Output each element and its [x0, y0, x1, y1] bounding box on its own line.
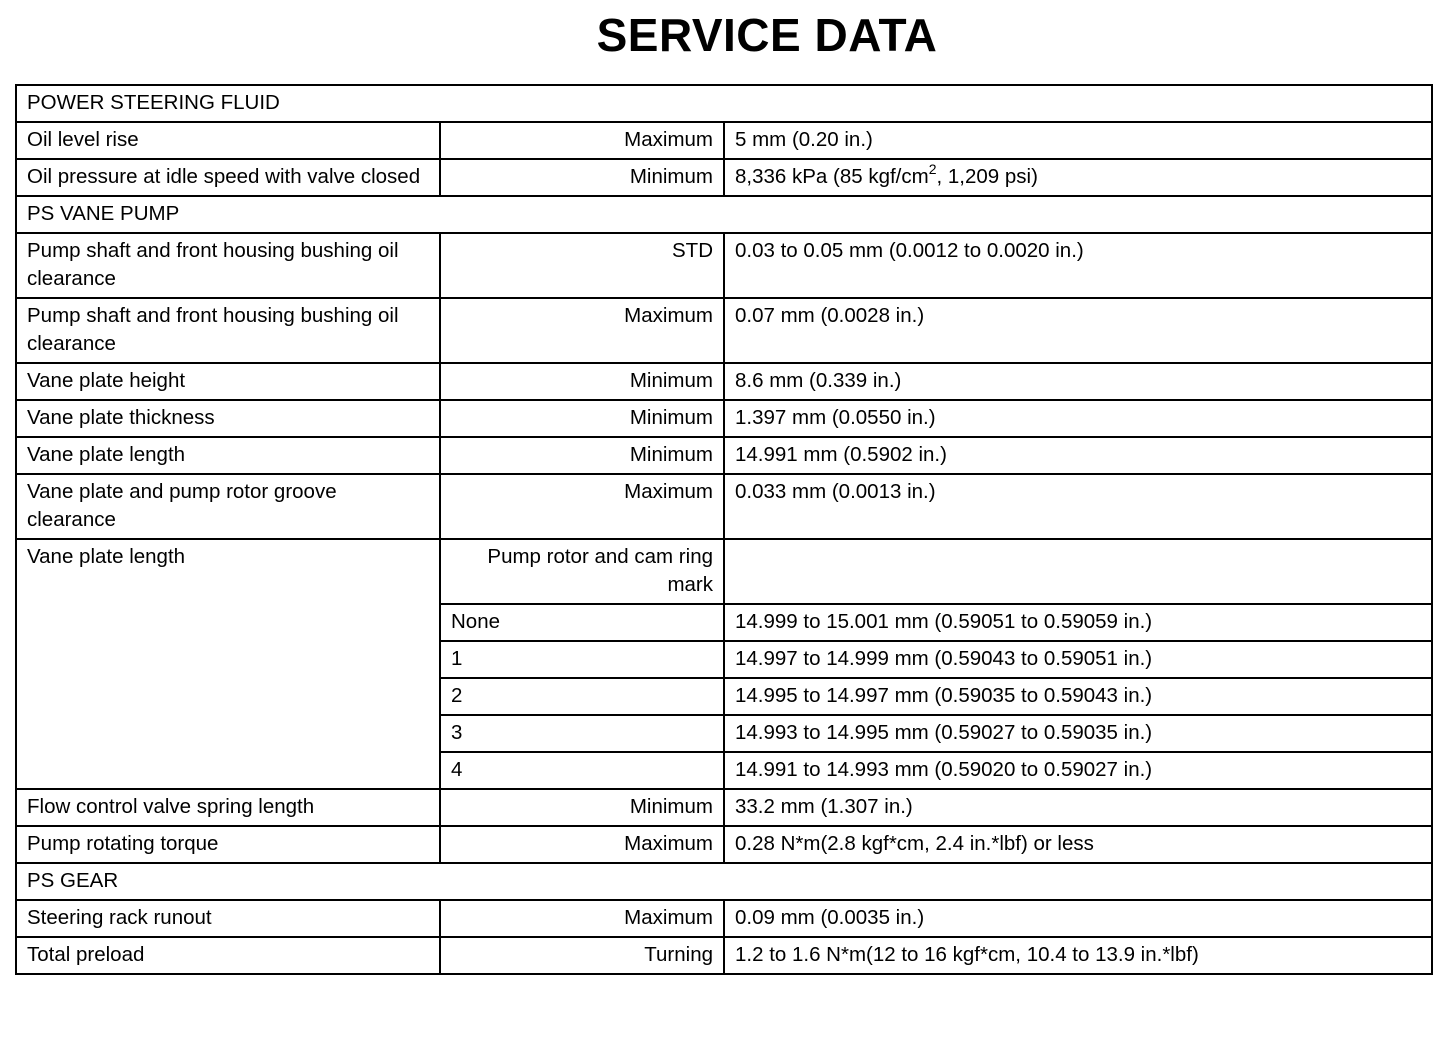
condition-cell: Maximum [440, 900, 724, 937]
table-row [16, 159, 1432, 196]
mark-cell: 4 [440, 752, 724, 789]
table-row [16, 233, 1432, 298]
value-text: 8,336 kPa (85 kgf/cm [735, 165, 929, 188]
value-cell: 0.07 mm (0.0028 in.) [724, 298, 1432, 363]
condition-cell: Minimum [440, 400, 724, 437]
item-cell: Steering rack runout [16, 900, 440, 937]
table-row [16, 437, 1432, 474]
item-cell: Pump rotating torque [16, 826, 440, 863]
condition-cell: Minimum [440, 437, 724, 474]
mark-header-cell: Pump rotor and cam ring mark [440, 539, 724, 604]
condition-cell: Maximum [440, 826, 724, 863]
page-title: SERVICE DATA [596, 9, 938, 61]
value-cell [724, 539, 1432, 604]
value-cell: 14.993 to 14.995 mm (0.59027 to 0.59035 in.) [724, 715, 1432, 752]
value-cell: 14.995 to 14.997 mm (0.59035 to 0.59043 in.) [724, 678, 1432, 715]
superscript: 2 [928, 161, 937, 178]
condition-cell: Turning [440, 937, 724, 974]
value-cell: 14.991 to 14.993 mm (0.59020 to 0.59027 in.) [724, 752, 1432, 789]
value-cell: 5 mm (0.20 in.) [724, 122, 1432, 159]
item-cell: Vane plate thickness [16, 400, 440, 437]
mark-cell: None [440, 604, 724, 641]
table-row [16, 122, 1432, 159]
value-cell: 14.999 to 15.001 mm (0.59051 to 0.59059 in.) [724, 604, 1432, 641]
table-row [16, 900, 1432, 937]
section-heading: POWER STEERING FLUID [16, 85, 1432, 122]
mark-cell: 2 [440, 678, 724, 715]
section-heading: PS GEAR [16, 863, 1432, 900]
item-cell: Vane plate length [16, 437, 440, 474]
condition-cell: Maximum [440, 122, 724, 159]
table-row [16, 539, 1432, 604]
item-cell: Vane plate and pump rotor groove clearance [16, 474, 440, 539]
item-cell: Vane plate length [16, 539, 440, 789]
item-cell: Vane plate height [16, 363, 440, 400]
value-cell: 0.09 mm (0.0035 in.) [724, 900, 1432, 937]
table-row [16, 400, 1432, 437]
table-row [16, 363, 1432, 400]
table-row [16, 789, 1432, 826]
value-cell [724, 159, 1432, 196]
condition-cell: Maximum [440, 298, 724, 363]
service-data-table [15, 84, 1433, 975]
value-cell: 14.991 mm (0.5902 in.) [724, 437, 1432, 474]
value-cell: 1.397 mm (0.0550 in.) [724, 400, 1432, 437]
value-cell: 14.997 to 14.999 mm (0.59043 to 0.59051 in.) [724, 641, 1432, 678]
section-heading-row [16, 196, 1432, 233]
value-cell: 33.2 mm (1.307 in.) [724, 789, 1432, 826]
value-cell: 8.6 mm (0.339 in.) [724, 363, 1432, 400]
condition-cell: Minimum [440, 363, 724, 400]
value-cell: 1.2 to 1.6 N*m(12 to 16 kgf*cm, 10.4 to 13.9 in.*lbf) [724, 937, 1432, 974]
section-heading: PS VANE PUMP [16, 196, 1432, 233]
section-heading-row [16, 863, 1432, 900]
table-row [16, 937, 1432, 974]
condition-cell: Minimum [440, 789, 724, 826]
value-cell: 0.033 mm (0.0013 in.) [724, 474, 1432, 539]
value-cell: 0.28 N*m(2.8 kgf*cm, 2.4 in.*lbf) or less [724, 826, 1432, 863]
table-row [16, 474, 1432, 539]
item-cell: Oil pressure at idle speed with valve closed [16, 159, 440, 196]
section-heading-row [16, 85, 1432, 122]
item-cell: Total preload [16, 937, 440, 974]
mark-cell: 1 [440, 641, 724, 678]
mark-cell: 3 [440, 715, 724, 752]
condition-cell: Maximum [440, 474, 724, 539]
item-cell: Pump shaft and front housing bushing oil clearance [16, 233, 440, 298]
value-text: , 1,209 psi) [936, 165, 1038, 188]
value-cell: 0.03 to 0.05 mm (0.0012 to 0.0020 in.) [724, 233, 1432, 298]
item-cell: Oil level rise [16, 122, 440, 159]
condition-cell: STD [440, 233, 724, 298]
item-cell: Pump shaft and front housing bushing oil clearance [16, 298, 440, 363]
table-row [16, 298, 1432, 363]
condition-cell: Minimum [440, 159, 724, 196]
table-row [16, 826, 1432, 863]
item-cell: Flow control valve spring length [16, 789, 440, 826]
